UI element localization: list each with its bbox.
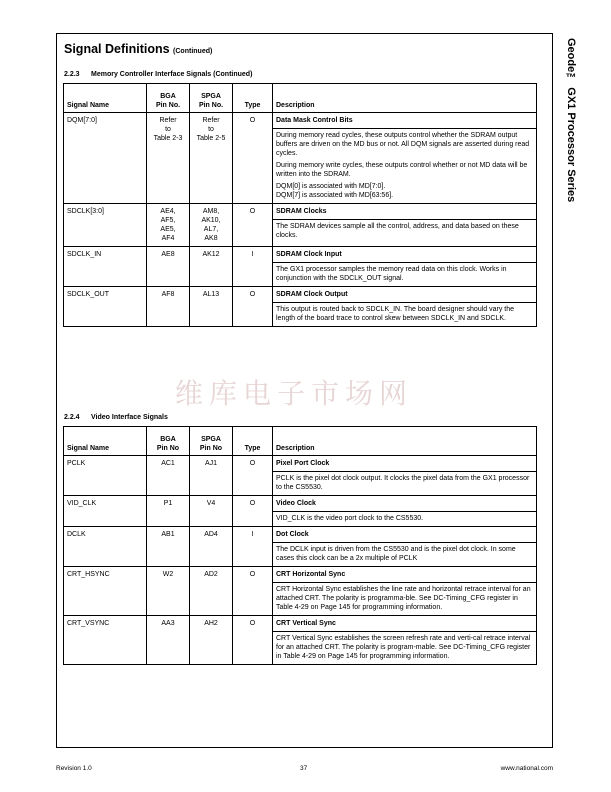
header-description: Description [273, 427, 537, 456]
signal-name: SDCLK_OUT [64, 287, 147, 327]
description-paragraph: CRT Vertical Sync establishes the screen refresh rate and verti-cal retrace interval for an attached CRT. The polarity is program-mable. See DC-Timing_CFG register in Table 4-29 on Page 145 for programming information. [276, 635, 531, 660]
table-row [64, 496, 537, 527]
bga-pin-line: AE5, [160, 226, 176, 233]
page-title-text: Signal Definitions [64, 42, 170, 56]
bga-pin-line: AE8 [161, 251, 175, 258]
header-bga-pin [147, 427, 190, 456]
header-description: Description [273, 84, 537, 113]
signal-type: O [233, 204, 273, 247]
bga-pin-line: Table 2-3 [153, 135, 183, 142]
bga-pin [147, 527, 190, 567]
bga-pin-line: to [165, 126, 171, 133]
table-row [64, 527, 537, 567]
header-spga-line2: Pin No. [198, 102, 224, 109]
description-paragraph: VID_CLK is the video port clock to the CS5530. [276, 515, 424, 522]
section-number: 2.2.3 [64, 71, 80, 78]
description-body [273, 129, 536, 203]
description-body [273, 263, 536, 286]
description-title: Pixel Port Clock [273, 456, 536, 472]
signal-type: O [233, 113, 273, 204]
spga-pin-line: AM8, [202, 208, 220, 215]
footer-website: www.national.com [500, 765, 553, 772]
watermark: 维库电子市场网 [175, 377, 414, 410]
description-paragraph: The GX1 processor samples the memory read data on this clock. Works in conjunction with the SDCLK_OUT signal. [276, 266, 507, 282]
footer-revision: Revision 1.0 [56, 765, 92, 772]
header-bga-pin [147, 84, 190, 113]
description-title: Data Mask Control Bits [273, 113, 536, 129]
description-body [273, 220, 536, 243]
bga-pin [147, 496, 190, 527]
side-title: Geode™ GX1 Processor Series [565, 38, 577, 203]
signal-description [273, 496, 537, 527]
spga-pin-line: AK8 [204, 235, 218, 242]
description-paragraph: CRT Horizontal Sync establishes the line rate and horizontal retrace interval for an attached CRT. The polarity is programma-ble. See DC-Timing_CFG register in Table 4-29 on Page 145 for programming information. [276, 586, 531, 611]
table-header-row [64, 84, 537, 113]
signal-type: I [233, 247, 273, 287]
spga-pin-line: AK10, [201, 217, 221, 224]
description-title: Video Clock [273, 496, 536, 512]
signal-description [273, 527, 537, 567]
table-row [64, 456, 537, 496]
table-header-row [64, 427, 537, 456]
bga-pin-line: Refer [159, 117, 177, 124]
description-paragraph: The DCLK input is driven from the CS5530 and is the pixel dot clock. In some cases this clock can be a 2x multiple of PCLK [276, 546, 516, 562]
description-title: SDRAM Clock Input [273, 247, 536, 263]
spga-pin [190, 247, 233, 287]
description-paragraph: This output is routed back to SDCLK_IN. The board designer should vary the length of the board trace to control skew between SDCLK_IN and SDCLK. [276, 306, 515, 322]
header-bga-line1: BGA [160, 93, 176, 100]
spga-pin [190, 456, 233, 496]
signal-name: VID_CLK [64, 496, 147, 527]
spga-pin [190, 616, 233, 665]
section-title-text: Video Interface Signals [91, 414, 168, 421]
spga-pin-line: Refer [202, 117, 220, 124]
bga-pin-line: AB1 [161, 531, 175, 538]
spga-pin-line: to [208, 126, 214, 133]
description-title: SDRAM Clock Output [273, 287, 536, 303]
signal-description [273, 567, 537, 616]
header-spga-line1: SPGA [201, 93, 221, 100]
bga-pin [147, 567, 190, 616]
spga-pin-line: Table 2-5 [196, 135, 226, 142]
description-line: DQM[0] is associated with MD[7:0]. [276, 183, 386, 190]
description-body [273, 472, 536, 495]
header-bga-line2: Pin No. [155, 102, 181, 109]
signal-name: PCLK [64, 456, 147, 496]
signal-name: SDCLK[3:0] [64, 204, 147, 247]
bga-pin [147, 113, 190, 204]
header-spga-line1: SPGA [201, 436, 221, 443]
signal-type: O [233, 287, 273, 327]
bga-pin-line: AF4 [161, 235, 175, 242]
description-paragraph: During memory write cycles, these outputs control whether or not MD data will be written into the SDRAM. [276, 162, 528, 178]
description-line: DQM[7] is associated with MD[63:56]. [276, 192, 394, 199]
spga-pin [190, 287, 233, 327]
spga-pin-line: AH2 [204, 620, 218, 627]
signal-description [273, 287, 537, 327]
bga-pin-line: AA3 [161, 620, 175, 627]
description-paragraph: PCLK is the pixel dot clock output. It clocks the pixel data from the GX1 processor to the CS5530. [276, 475, 530, 491]
description-title: SDRAM Clocks [273, 204, 536, 220]
header-type: Type [233, 427, 273, 456]
signal-name: CRT_HSYNC [64, 567, 147, 616]
spga-pin [190, 204, 233, 247]
header-spga-pin [190, 84, 233, 113]
signal-name: DCLK [64, 527, 147, 567]
signal-type: O [233, 616, 273, 665]
spga-pin-line: V4 [206, 500, 216, 507]
footer-page-number: 37 [300, 765, 308, 772]
header-bga-line1: BGA [160, 436, 176, 443]
bga-pin-line: AF5, [160, 217, 176, 224]
signal-type: O [233, 567, 273, 616]
description-title: CRT Vertical Sync [273, 616, 536, 632]
bga-pin-line: W2 [162, 571, 174, 578]
spga-pin [190, 567, 233, 616]
bga-pin-line: P1 [163, 500, 173, 507]
spga-pin [190, 496, 233, 527]
signal-description [273, 247, 537, 287]
signal-type: I [233, 527, 273, 567]
header-signal-name: Signal Name [64, 84, 147, 113]
bga-pin [147, 204, 190, 247]
spga-pin-line: AL7, [203, 226, 219, 233]
table-row [64, 567, 537, 616]
spga-pin-line: AJ1 [204, 460, 218, 467]
description-body [273, 583, 536, 615]
spga-pin-line: AD4 [204, 531, 218, 538]
signal-name: SDCLK_IN [64, 247, 147, 287]
spga-pin-line: AK12 [202, 251, 220, 258]
description-paragraph: The SDRAM devices sample all the control, address, and data based on these clocks. [276, 223, 519, 239]
spga-pin [190, 113, 233, 204]
bga-pin-line: AF8 [161, 291, 175, 298]
table-row [64, 204, 537, 247]
table-row [64, 113, 537, 204]
table-row [64, 616, 537, 665]
section-title-text: Memory Controller Interface Signals (Continued) [91, 71, 253, 78]
description-body [273, 303, 536, 326]
description-body [273, 543, 536, 566]
signal-description [273, 616, 537, 665]
bga-pin [147, 287, 190, 327]
description-title: Dot Clock [273, 527, 536, 543]
header-bga-line2: Pin No [156, 445, 180, 452]
table-row [64, 287, 537, 327]
section-title-memory [64, 71, 252, 78]
table-row [64, 247, 537, 287]
bga-pin [147, 247, 190, 287]
memory-controller-signals-table [63, 83, 537, 327]
section-title-video [64, 414, 168, 421]
bga-pin [147, 616, 190, 665]
header-spga-pin [190, 427, 233, 456]
signal-type: O [233, 496, 273, 527]
description-title: CRT Horizontal Sync [273, 567, 536, 583]
video-interface-signals-table [63, 426, 537, 665]
signal-description [273, 113, 537, 204]
bga-pin-line: AC1 [161, 460, 175, 467]
signal-name: CRT_VSYNC [64, 616, 147, 665]
page-title [64, 42, 212, 56]
page-title-suffix: (Continued) [173, 48, 213, 55]
section-number: 2.2.4 [64, 414, 80, 421]
signal-description [273, 456, 537, 496]
signal-name: DQM[7:0] [64, 113, 147, 204]
header-signal-name: Signal Name [64, 427, 147, 456]
signal-description [273, 204, 537, 247]
header-type: Type [233, 84, 273, 113]
spga-pin [190, 527, 233, 567]
spga-pin-line: AL13 [202, 291, 220, 298]
spga-pin-line: AD2 [204, 571, 218, 578]
description-body [273, 632, 536, 664]
description-paragraph: During memory read cycles, these outputs control whether the SDRAM output buffers are driven on the MD bus or not. All DQM signals are asserted during read cycles. [276, 132, 530, 157]
header-spga-line2: Pin No [199, 445, 223, 452]
bga-pin [147, 456, 190, 496]
description-body [273, 512, 536, 526]
bga-pin-line: AE4, [160, 208, 176, 215]
signal-type: O [233, 456, 273, 496]
description-paragraph [276, 182, 533, 200]
